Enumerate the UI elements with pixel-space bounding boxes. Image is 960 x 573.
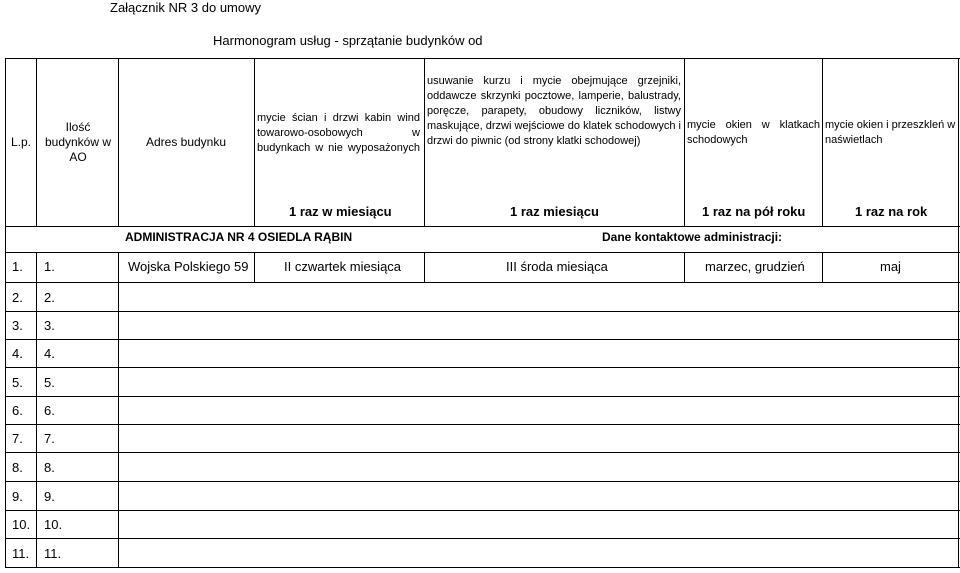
- cell-lp: 1.: [12, 259, 23, 274]
- cell-lp: 2.: [12, 290, 23, 305]
- admin-contact-label: Dane kontaktowe administracji:: [602, 230, 783, 244]
- cell-dust: III środa miesiąca: [506, 259, 608, 274]
- cell-lp: 3.: [12, 318, 23, 333]
- attachment-title: Załącznik NR 3 do umowy: [110, 0, 261, 15]
- frequency-dust: 1 raz miesiącu: [510, 204, 599, 219]
- cell-lp: 6.: [12, 403, 23, 418]
- header-count-text: Ilość budynków w AO: [44, 119, 112, 164]
- header-windows-stairs-text: mycie okien w klatkach schodowych: [687, 119, 820, 146]
- header-windows-stairs: [687, 118, 820, 152]
- header-address: [119, 58, 253, 226]
- cell-lp: 9.: [12, 489, 23, 504]
- cell-lp: 10.: [12, 517, 31, 532]
- schedule-title: Harmonogram usług - sprzątanie budynków od: [213, 33, 483, 48]
- header-lp: [6, 58, 36, 226]
- cell-count: 11.: [44, 546, 62, 561]
- header-count: [40, 58, 116, 226]
- cell-lp: 5.: [12, 375, 23, 390]
- cell-lp: 4.: [12, 346, 23, 361]
- header-walls: [257, 58, 420, 208]
- cell-count: 1.: [44, 259, 55, 274]
- cell-count: 7.: [44, 431, 55, 446]
- cell-count: 10.: [44, 517, 63, 532]
- cell-lp: 8.: [12, 460, 23, 475]
- header-dust-text: usuwanie kurzu i mycie obejmujące grzejniki, oddawcze skrzynki pocztowe, lamperie, balustrady, poręcze, parapety, obudowy liczników, listwy maskujące, drzwi wejściowe do klatek schodowych i drzwi do piwnic (od strony klatki schodowej): [427, 75, 681, 147]
- cell-count: 5.: [44, 375, 55, 390]
- cell-count: 8.: [44, 460, 55, 475]
- header-dust: [427, 74, 681, 186]
- header-walls-text: mycie ścian i drzwi kabin wind towarowo-osobowych w budynkach w nie wyposażonych: [257, 111, 420, 154]
- cell-count: 4.: [44, 346, 55, 361]
- frequency-windows-skylights: 1 raz na rok: [855, 204, 928, 219]
- cell-windows-stairs: marzec, grudzień: [705, 259, 805, 274]
- cell-count: 2.: [44, 290, 55, 305]
- cell-walls: II czwartek miesiąca: [284, 259, 402, 274]
- header-lp-text: L.p.: [10, 134, 31, 149]
- cell-count: 9.: [44, 489, 55, 504]
- header-address-text: Adres budynku: [145, 134, 227, 149]
- admin-name: ADMINISTRACJA NR 4 OSIEDLA RĄBIN: [125, 230, 353, 244]
- frequency-windows-stairs: 1 raz na pół roku: [702, 204, 806, 219]
- header-windows-skylights: [825, 118, 958, 152]
- cell-lp: 7.: [12, 431, 23, 446]
- cell-windows-skylights: maj: [880, 259, 901, 274]
- header-windows-skylights-text: mycie okien i przeszkleń w naświetlach: [825, 119, 956, 146]
- cell-count: 3.: [44, 318, 55, 333]
- frequency-walls: 1 raz w miesiącu: [289, 204, 392, 219]
- cell-count: 6.: [44, 403, 55, 418]
- cell-lp: 11.: [12, 546, 30, 561]
- cell-address: Wojska Polskiego 59: [128, 259, 249, 274]
